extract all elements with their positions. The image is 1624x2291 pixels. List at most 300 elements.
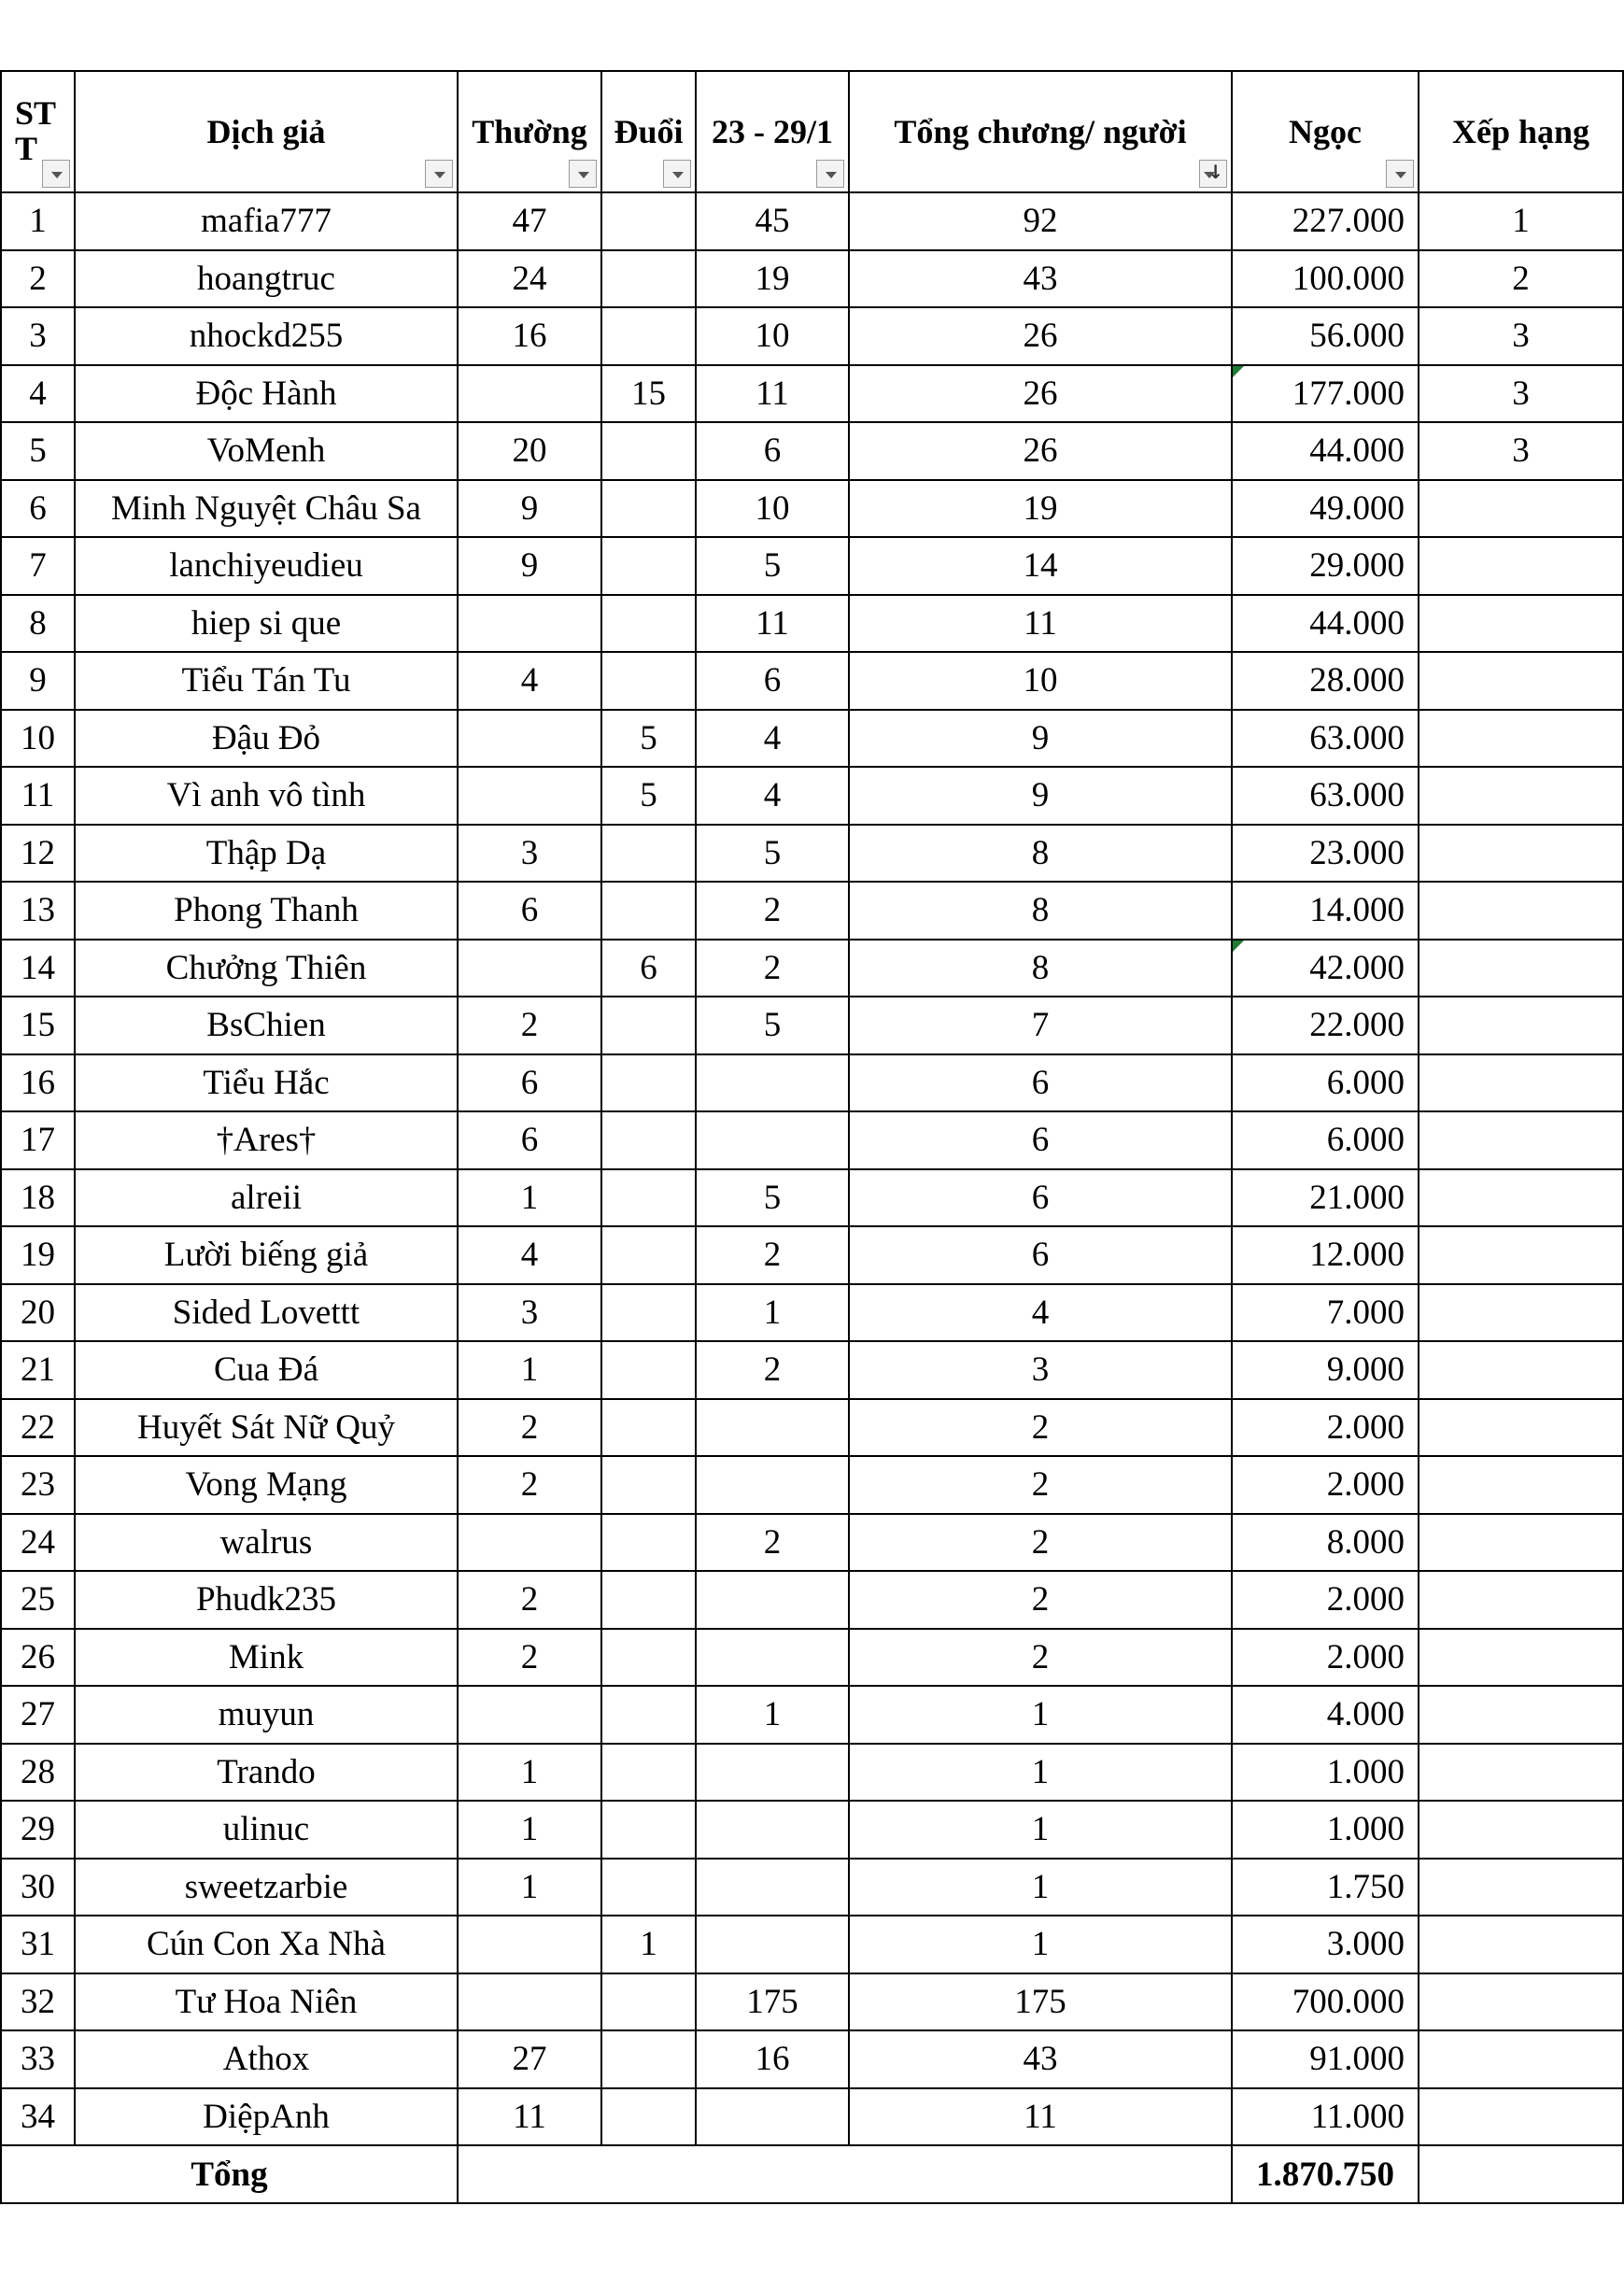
cell-translator: lanchiyeudieu: [75, 537, 458, 595]
header-rank: [1419, 71, 1623, 192]
cell-total-chapters: 6: [849, 1111, 1232, 1169]
cell-translator: Phong Thanh: [75, 882, 458, 940]
cell-rank: [1419, 882, 1623, 940]
cell-translator: ulinuc: [75, 1801, 458, 1859]
cell-rank: 1: [1419, 192, 1623, 250]
cell-week: 2: [696, 1514, 849, 1572]
header-stt-label: ST T: [15, 94, 56, 167]
cell-stt: 5: [1, 422, 75, 480]
cell-translator: hoangtruc: [75, 250, 458, 308]
cell-regular: 3: [458, 1284, 601, 1342]
table-row: [1, 365, 1623, 423]
table-row: [1, 1169, 1623, 1227]
cell-week: 2: [696, 940, 849, 997]
cell-translator: Tư Hoa Niên: [75, 1973, 458, 2031]
cell-week: 10: [696, 307, 849, 365]
cell-chase: [601, 1284, 696, 1342]
cell-gems: 49.000: [1232, 480, 1419, 538]
cell-translator: Trando: [75, 1744, 458, 1802]
cell-gems: 28.000: [1232, 652, 1419, 710]
cell-stt: 1: [1, 192, 75, 250]
filter-dropdown-icon[interactable]: [569, 160, 597, 188]
cell-translator: alreii: [75, 1169, 458, 1227]
table-row: [1, 767, 1623, 825]
cell-stt: 2: [1, 250, 75, 308]
cell-rank: [1419, 710, 1623, 768]
cell-stt: 9: [1, 652, 75, 710]
cell-regular: 2: [458, 1399, 601, 1457]
cell-rank: [1419, 1456, 1623, 1514]
cell-translator: Tiểu Hắc: [75, 1054, 458, 1112]
cell-chase: [601, 192, 696, 250]
cell-gems: 2.000: [1232, 1571, 1419, 1629]
cell-chase: [601, 250, 696, 308]
cell-total-chapters: 175: [849, 1973, 1232, 2031]
cell-regular: [458, 767, 601, 825]
cell-translator: VoMenh: [75, 422, 458, 480]
cell-total-chapters: 4: [849, 1284, 1232, 1342]
cell-total-chapters: 2: [849, 1629, 1232, 1687]
cell-rank: [1419, 1399, 1623, 1457]
cell-translator: sweetzarbie: [75, 1859, 458, 1916]
cell-gems: 63.000: [1232, 767, 1419, 825]
table-row: [1, 1111, 1623, 1169]
cell-stt: 21: [1, 1341, 75, 1399]
cell-chase: [601, 480, 696, 538]
cell-chase: [601, 652, 696, 710]
cell-stt: 14: [1, 940, 75, 997]
footer-rank-empty: [1419, 2145, 1623, 2203]
header-regular: [458, 71, 601, 192]
table-row: [1, 422, 1623, 480]
cell-rank: [1419, 1514, 1623, 1572]
cell-stt: 11: [1, 767, 75, 825]
cell-total-chapters: 8: [849, 940, 1232, 997]
cell-week: 2: [696, 1226, 849, 1284]
cell-regular: 1: [458, 1744, 601, 1802]
table-row: [1, 250, 1623, 308]
cell-rank: [1419, 1973, 1623, 2031]
cell-gems: 63.000: [1232, 710, 1419, 768]
cell-week: 5: [696, 1169, 849, 1227]
cell-total-chapters: 92: [849, 192, 1232, 250]
cell-regular: [458, 595, 601, 653]
cell-total-chapters: 19: [849, 480, 1232, 538]
table-row: [1, 1514, 1623, 1572]
cell-rank: [1419, 1226, 1623, 1284]
cell-total-chapters: 7: [849, 997, 1232, 1054]
cell-translator: hiep si que: [75, 595, 458, 653]
cell-week: [696, 1054, 849, 1112]
cell-rank: [1419, 652, 1623, 710]
cell-chase: [601, 1111, 696, 1169]
cell-stt: 4: [1, 365, 75, 423]
cell-gems: 700.000: [1232, 1973, 1419, 2031]
cell-rank: [1419, 537, 1623, 595]
cell-translator: Lười biếng giả: [75, 1226, 458, 1284]
cell-rank: [1419, 2030, 1623, 2088]
cell-week: [696, 1859, 849, 1916]
cell-rank: [1419, 1686, 1623, 1744]
cell-week: 5: [696, 997, 849, 1054]
cell-chase: 1: [601, 1916, 696, 1973]
cell-week: 2: [696, 882, 849, 940]
cell-week: [696, 1801, 849, 1859]
cell-regular: 1: [458, 1341, 601, 1399]
cell-total-chapters: 9: [849, 767, 1232, 825]
cell-chase: [601, 1399, 696, 1457]
cell-week: 19: [696, 250, 849, 308]
cell-stt: 27: [1, 1686, 75, 1744]
cell-translator: DiệpAnh: [75, 2088, 458, 2146]
cell-stt: 10: [1, 710, 75, 768]
table-row: [1, 1686, 1623, 1744]
cell-translator: †Ares†: [75, 1111, 458, 1169]
cell-chase: 5: [601, 710, 696, 768]
cell-translator: nhockd255: [75, 307, 458, 365]
cell-total-chapters: 2: [849, 1514, 1232, 1572]
cell-stt: 33: [1, 2030, 75, 2088]
cell-regular: 1: [458, 1859, 601, 1916]
table-row: [1, 825, 1623, 883]
cell-total-chapters: 2: [849, 1399, 1232, 1457]
cell-week: 10: [696, 480, 849, 538]
cell-rank: [1419, 1916, 1623, 1973]
cell-gems: 21.000: [1232, 1169, 1419, 1227]
cell-stt: 16: [1, 1054, 75, 1112]
cell-week: [696, 1111, 849, 1169]
header-total-chapters-label: Tổng chương/ người: [894, 113, 1187, 150]
cell-rank: [1419, 940, 1623, 997]
cell-stt: 25: [1, 1571, 75, 1629]
cell-rank: [1419, 767, 1623, 825]
cell-translator: Mink: [75, 1629, 458, 1687]
cell-rank: [1419, 1111, 1623, 1169]
header-week: [696, 71, 849, 192]
cell-week: [696, 1744, 849, 1802]
header-stt: [1, 71, 75, 192]
cell-week: 1: [696, 1686, 849, 1744]
cell-rank: [1419, 1054, 1623, 1112]
footer-label: Tổng: [1, 2145, 458, 2203]
table-row: [1, 652, 1623, 710]
cell-chase: [601, 1859, 696, 1916]
cell-chase: [601, 1571, 696, 1629]
filter-dropdown-icon[interactable]: [425, 160, 453, 188]
cell-gems: 2.000: [1232, 1629, 1419, 1687]
table-row: [1, 1054, 1623, 1112]
table-body: [1, 192, 1623, 2145]
table-row: [1, 2088, 1623, 2146]
cell-week: 45: [696, 192, 849, 250]
cell-chase: [601, 595, 696, 653]
cell-translator: Phudk235: [75, 1571, 458, 1629]
cell-stt: 31: [1, 1916, 75, 1973]
cell-gems: 4.000: [1232, 1686, 1419, 1744]
cell-regular: 4: [458, 1226, 601, 1284]
cell-rank: [1419, 1859, 1623, 1916]
table-row: [1, 1916, 1623, 1973]
cell-regular: 6: [458, 882, 601, 940]
cell-total-chapters: 26: [849, 307, 1232, 365]
cell-translator: Cún Con Xa Nhà: [75, 1916, 458, 1973]
cell-gems: 2.000: [1232, 1399, 1419, 1457]
cell-gems: 100.000: [1232, 250, 1419, 308]
cell-total-chapters: 6: [849, 1169, 1232, 1227]
table-row: [1, 480, 1623, 538]
header-regular-label: Thường: [472, 113, 587, 150]
cell-rank: [1419, 595, 1623, 653]
filter-dropdown-icon[interactable]: [816, 160, 844, 188]
cell-rank: [1419, 1629, 1623, 1687]
cell-chase: [601, 1226, 696, 1284]
cell-stt: 28: [1, 1744, 75, 1802]
cell-translator: Vong Mạng: [75, 1456, 458, 1514]
table-row: [1, 1571, 1623, 1629]
cell-stt: 22: [1, 1399, 75, 1457]
cell-rank: [1419, 2088, 1623, 2146]
cell-gems: 1.000: [1232, 1744, 1419, 1802]
table-row: [1, 940, 1623, 997]
cell-gems: 8.000: [1232, 1514, 1419, 1572]
cell-total-chapters: 6: [849, 1054, 1232, 1112]
cell-chase: [601, 1514, 696, 1572]
cell-rank: 3: [1419, 422, 1623, 480]
cell-chase: [601, 1744, 696, 1802]
translator-table: [0, 70, 1624, 2204]
cell-stt: 29: [1, 1801, 75, 1859]
filter-dropdown-icon[interactable]: [42, 160, 70, 188]
cell-stt: 8: [1, 595, 75, 653]
cell-total-chapters: 1: [849, 1686, 1232, 1744]
cell-gems: 6.000: [1232, 1111, 1419, 1169]
header-row: [1, 71, 1623, 192]
cell-total-chapters: 1: [849, 1916, 1232, 1973]
cell-regular: 2: [458, 1629, 601, 1687]
table-row: [1, 997, 1623, 1054]
cell-gems: 3.000: [1232, 1916, 1419, 1973]
cell-regular: [458, 710, 601, 768]
cell-regular: 6: [458, 1111, 601, 1169]
cell-rank: [1419, 997, 1623, 1054]
footer-empty-cell: [458, 2145, 1232, 2203]
comment-indicator-icon[interactable]: [1233, 940, 1244, 952]
cell-total-chapters: 26: [849, 365, 1232, 423]
cell-chase: [601, 1973, 696, 2031]
header-chase-label: Đuổi: [614, 113, 684, 150]
filter-dropdown-icon[interactable]: [663, 160, 691, 188]
table-row: [1, 1341, 1623, 1399]
cell-gems: 14.000: [1232, 882, 1419, 940]
cell-week: [696, 1629, 849, 1687]
cell-week: 1: [696, 1284, 849, 1342]
cell-gems: 7.000: [1232, 1284, 1419, 1342]
cell-gems: 23.000: [1232, 825, 1419, 883]
cell-total-chapters: 1: [849, 1859, 1232, 1916]
cell-regular: [458, 1686, 601, 1744]
cell-rank: [1419, 1571, 1623, 1629]
cell-chase: [601, 1801, 696, 1859]
cell-chase: [601, 1456, 696, 1514]
cell-week: 6: [696, 652, 849, 710]
cell-week: [696, 1571, 849, 1629]
cell-total-chapters: 8: [849, 882, 1232, 940]
cell-rank: [1419, 1169, 1623, 1227]
header-translator-label: Dịch giả: [206, 113, 326, 150]
cell-stt: 23: [1, 1456, 75, 1514]
cell-chase: [601, 825, 696, 883]
cell-chase: [601, 422, 696, 480]
table-row: [1, 1801, 1623, 1859]
cell-stt: 18: [1, 1169, 75, 1227]
cell-regular: [458, 1514, 601, 1572]
cell-stt: 32: [1, 1973, 75, 2031]
cell-week: 11: [696, 595, 849, 653]
cell-translator: Vì anh vô tình: [75, 767, 458, 825]
cell-translator: mafia777: [75, 192, 458, 250]
table-row: [1, 595, 1623, 653]
cell-regular: 4: [458, 652, 601, 710]
cell-regular: 9: [458, 480, 601, 538]
cell-week: [696, 1916, 849, 1973]
cell-gems: 44.000: [1232, 595, 1419, 653]
cell-rank: [1419, 1284, 1623, 1342]
cell-chase: [601, 1341, 696, 1399]
cell-stt: 26: [1, 1629, 75, 1687]
cell-rank: [1419, 480, 1623, 538]
table-row: [1, 1859, 1623, 1916]
cell-rank: [1419, 1801, 1623, 1859]
cell-regular: [458, 365, 601, 423]
cell-regular: 2: [458, 1571, 601, 1629]
table-row: [1, 1226, 1623, 1284]
cell-translator: Tiểu Tán Tu: [75, 652, 458, 710]
cell-week: [696, 1399, 849, 1457]
cell-chase: [601, 537, 696, 595]
cell-stt: 24: [1, 1514, 75, 1572]
cell-chase: 5: [601, 767, 696, 825]
cell-chase: [601, 1629, 696, 1687]
cell-week: [696, 1456, 849, 1514]
cell-stt: 12: [1, 825, 75, 883]
cell-regular: [458, 1973, 601, 2031]
cell-total-chapters: 11: [849, 2088, 1232, 2146]
cell-regular: 24: [458, 250, 601, 308]
cell-stt: 15: [1, 997, 75, 1054]
cell-week: 4: [696, 767, 849, 825]
table-row: [1, 710, 1623, 768]
cell-chase: [601, 1054, 696, 1112]
cell-regular: 9: [458, 537, 601, 595]
cell-total-chapters: 8: [849, 825, 1232, 883]
cell-regular: 27: [458, 2030, 601, 2088]
cell-week: 5: [696, 537, 849, 595]
table-row: [1, 1284, 1623, 1342]
header-gems-label: Ngọc: [1289, 113, 1362, 150]
cell-translator: Đậu Đỏ: [75, 710, 458, 768]
cell-regular: [458, 940, 601, 997]
table-row: [1, 1456, 1623, 1514]
cell-total-chapters: 1: [849, 1744, 1232, 1802]
cell-gems: 29.000: [1232, 537, 1419, 595]
cell-translator: Sided Lovettt: [75, 1284, 458, 1342]
cell-translator: muyun: [75, 1686, 458, 1744]
cell-chase: [601, 882, 696, 940]
cell-total-chapters: 6: [849, 1226, 1232, 1284]
cell-translator: Cua Đá: [75, 1341, 458, 1399]
cell-stt: 6: [1, 480, 75, 538]
cell-week: 5: [696, 825, 849, 883]
cell-regular: 47: [458, 192, 601, 250]
cell-translator: Huyết Sát Nữ Quỷ: [75, 1399, 458, 1457]
cell-translator: Athox: [75, 2030, 458, 2088]
cell-regular: 2: [458, 997, 601, 1054]
cell-rank: [1419, 1744, 1623, 1802]
cell-chase: [601, 2088, 696, 2146]
cell-gems: 56.000: [1232, 307, 1419, 365]
cell-week: [696, 2088, 849, 2146]
sort-descending-filter-icon[interactable]: [1199, 160, 1227, 188]
cell-rank: 2: [1419, 250, 1623, 308]
cell-gems: 42.000: [1232, 940, 1419, 997]
table-row: [1, 1744, 1623, 1802]
cell-week: 16: [696, 2030, 849, 2088]
comment-indicator-icon[interactable]: [1233, 366, 1244, 377]
cell-stt: 3: [1, 307, 75, 365]
cell-translator: Chưởng Thiên: [75, 940, 458, 997]
cell-gems: 12.000: [1232, 1226, 1419, 1284]
cell-gems: 44.000: [1232, 422, 1419, 480]
filter-dropdown-icon[interactable]: [1386, 160, 1414, 188]
cell-total-chapters: 43: [849, 250, 1232, 308]
cell-gems: 22.000: [1232, 997, 1419, 1054]
cell-stt: 19: [1, 1226, 75, 1284]
cell-gems: 227.000: [1232, 192, 1419, 250]
cell-chase: [601, 1686, 696, 1744]
cell-total-chapters: 3: [849, 1341, 1232, 1399]
cell-total-chapters: 2: [849, 1571, 1232, 1629]
table-row: [1, 192, 1623, 250]
cell-gems: 2.000: [1232, 1456, 1419, 1514]
cell-regular: 1: [458, 1801, 601, 1859]
cell-gems: 91.000: [1232, 2030, 1419, 2088]
cell-week: 11: [696, 365, 849, 423]
cell-gems: 177.000: [1232, 365, 1419, 423]
cell-chase: 6: [601, 940, 696, 997]
header-rank-label: Xếp hạng: [1451, 113, 1590, 150]
cell-chase: [601, 307, 696, 365]
cell-rank: 3: [1419, 307, 1623, 365]
header-translator: [75, 71, 458, 192]
cell-week: 175: [696, 1973, 849, 2031]
cell-stt: 30: [1, 1859, 75, 1916]
cell-translator: Độc Hành: [75, 365, 458, 423]
header-total-chapters: [849, 71, 1232, 192]
cell-total-chapters: 14: [849, 537, 1232, 595]
cell-total-chapters: 10: [849, 652, 1232, 710]
cell-gems: 9.000: [1232, 1341, 1419, 1399]
cell-translator: Minh Nguyệt Châu Sa: [75, 480, 458, 538]
cell-chase: 15: [601, 365, 696, 423]
cell-regular: [458, 1916, 601, 1973]
table-row: [1, 1973, 1623, 2031]
footer-total-gems: 1.870.750: [1232, 2145, 1419, 2203]
cell-stt: 20: [1, 1284, 75, 1342]
cell-total-chapters: 11: [849, 595, 1232, 653]
cell-regular: 11: [458, 2088, 601, 2146]
cell-total-chapters: 2: [849, 1456, 1232, 1514]
header-week-label: 23 - 29/1: [712, 113, 833, 150]
